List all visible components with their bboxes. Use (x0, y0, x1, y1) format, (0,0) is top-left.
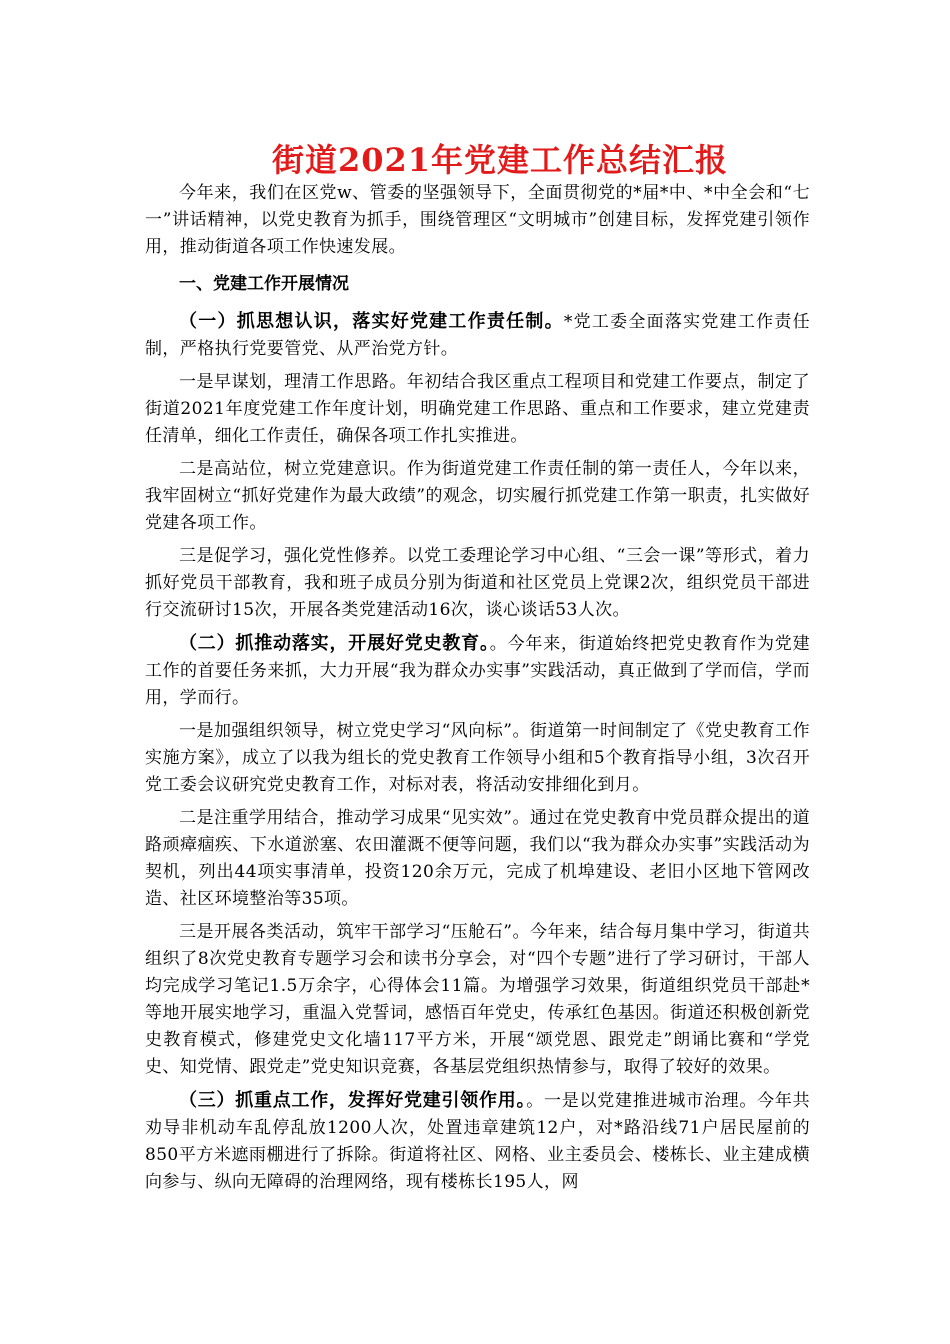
intro-paragraph: 今年来，我们在区党w、管委的坚强领导下，全面贯彻党的*届*中、*中全会和“七一”讲话精神，以党史教育为抓手，围绕管理区“文明城市”创建目标，发挥党建引领作用，推动街道各项工作快速发展。 (145, 183, 810, 257)
subsection-2-lead: （二）抓推动落实，开展好党史教育。 (179, 633, 490, 654)
subsection-1-lead: （一）抓思想认识，落实好党建工作责任制。 (179, 311, 564, 332)
section-heading-1: 一、党建工作开展情况 (179, 274, 349, 294)
subsection-1-text: *党工委全面落实党建工作责任制，严格执行党要管党、从严治党方针。 (145, 312, 810, 359)
page-title: 街道2021年党建工作总结汇报 (271, 141, 729, 179)
document-body (145, 180, 810, 1202)
subsection-2-point-2: 二是注重学用结合，推动学习成果“见实效”。通过在党史教育中党员群众提出的道路顽瘴痼疾、下水道淤塞、农田灌溉不便等问题，我们以“我为群众办实事”实践活动为契机，列出44项实事清单，投资120余万元，完成了机埠建设、老旧小区地下管网改造、社区环境整治等35项。 (145, 808, 810, 909)
subsection-1-point-3: 三是促学习，强化党性修养。以党工委理论学习中心组、“三会一课”等形式，着力抓好党员干部教育，我和班子成员分别为街道和社区党员上党课2次，组织党员干部进行交流研讨15次，开展各类党建活动16次，谈心谈话53人次。 (145, 546, 810, 620)
subsection-3-text: 。一是以党建推进城市治理。今年共劝导非机动车乱停乱放1200人次，处置违章建筑12户，对*路沿线71户居民屋前的850平方米遮雨棚进行了拆除。街道将社区、网格、业主委员会、楼栋长、业主建成横向参与、纵向无障碍的治理网络，现有楼栋长195人，网 (145, 1091, 810, 1192)
subsection-2-point-1: 一是加强组织领导，树立党史学习“风向标”。街道第一时间制定了《党史教育工作实施方案》，成立了以我为组长的党史教育工作领导小组和5个教育指导小组，3次召开党工委会议研究党史教育工作，对标对表，将活动安排细化到月。 (145, 721, 810, 795)
subsection-3-lead: （三）抓重点工作，发挥好党建引领作用。 (179, 1090, 527, 1111)
subsection-1-paragraph (145, 308, 810, 363)
subsection-1-point-1: 一是早谋划，理清工作思路。年初结合我区重点工程项目和党建工作要点，制定了街道2021年度党建工作年度计划，明确党建工作思路、重点和工作要求，建立党建责任清单，细化工作责任，确保各项工作扎实推进。 (145, 372, 810, 446)
subsection-2-paragraph (145, 630, 810, 712)
subsection-1-point-2: 二是高站位，树立党建意识。作为街道党建工作责任制的第一责任人，今年以来，我牢固树立“抓好党建作为最大政绩”的观念，切实履行抓党建工作第一职责，扎实做好党建各项工作。 (145, 459, 810, 533)
subsection-3-paragraph (145, 1087, 810, 1196)
subsection-2-text: 。今年来，街道始终把党史教育作为党建工作的首要任务来抓，大力开展“我为群众办实事”实践活动，真正做到了学而信，学而用，学而行。 (145, 634, 810, 708)
subsection-2-point-3: 三是开展各类活动，筑牢干部学习“压舱石”。今年来，结合每月集中学习，街道共组织了8次党史教育专题学习会和读书分享会，对“四个专题”进行了学习研讨，干部人均完成学习笔记1.5万余字，心得体会11篇。为增强学习效果，街道组织党员干部赴*等地开展实地学习，重温入党誓词，感悟百年党史，传承红色基因。街道还积极创新党史教育模式，修建党史文化墙117平方米，开展“颂党恩、跟党走”朗诵比赛和“学党史、知党情、跟党走”党史知识竞赛，各基层党组织热情参与，取得了较好的效果。 (145, 922, 810, 1077)
